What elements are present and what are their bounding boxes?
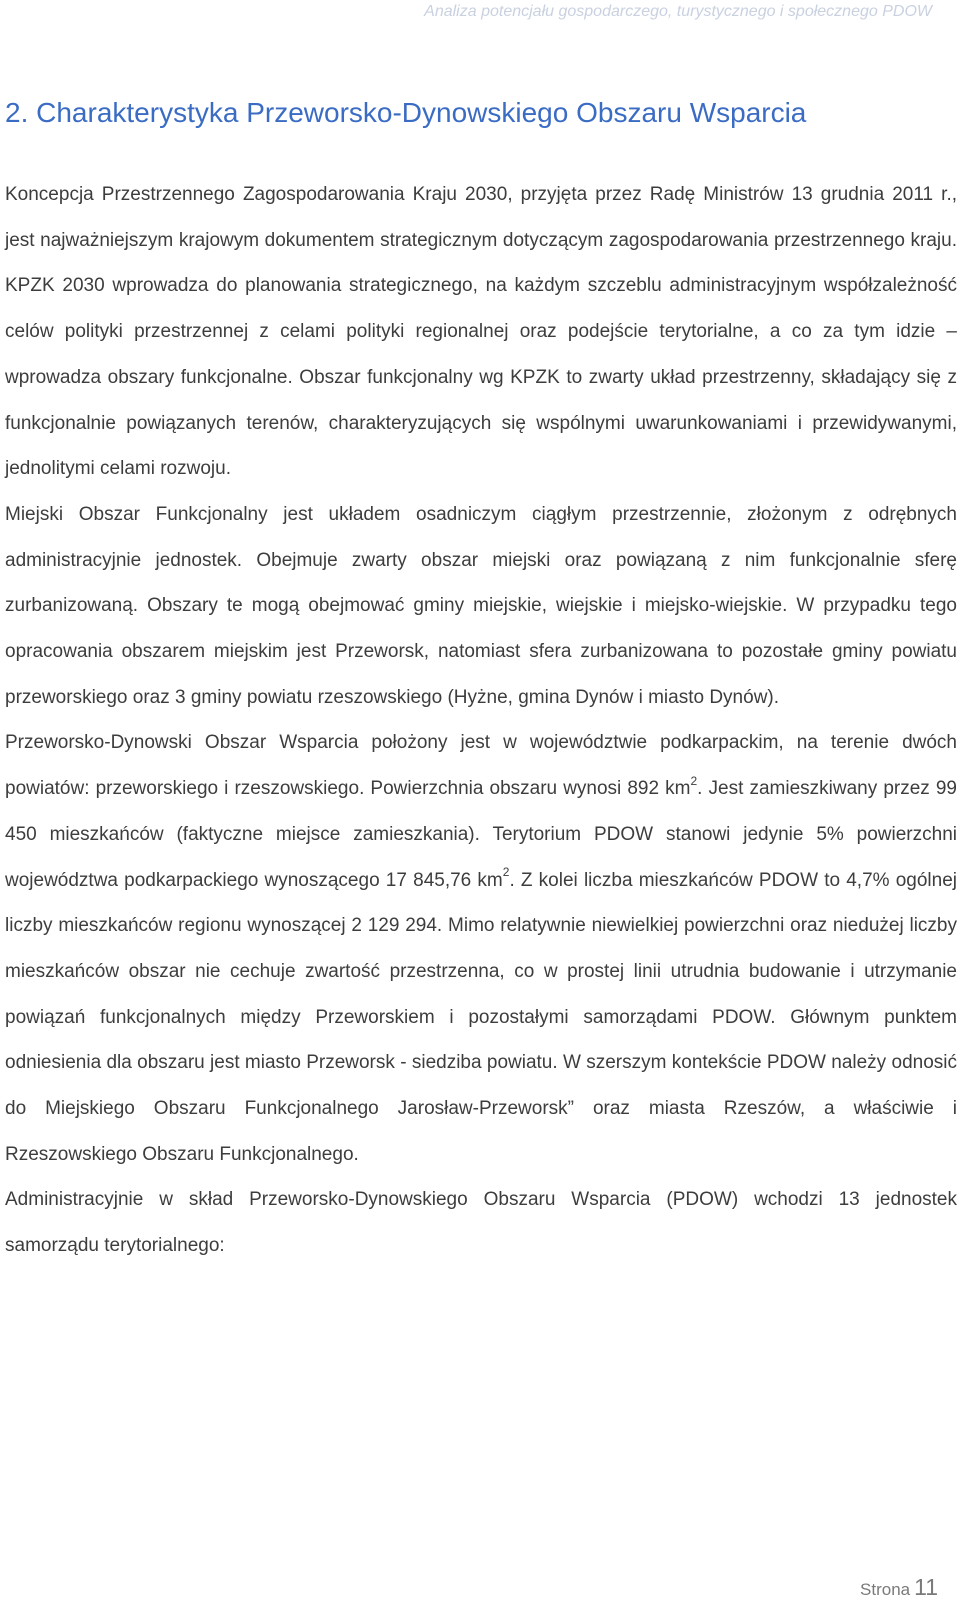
paragraph-mof: Miejski Obszar Funkcjonalny jest układem osadniczym ciągłym przestrzennie, złożonym z odrębnych administracyjnie jednostek. Obejmuje zwarty obszar miejski oraz powiązaną z nim funkcjonalnie sferę zurbanizowaną. Obszary te mogą obejmować gminy miejskie, wiejskie i miejsko-wiejskie. W przypadku tego opracowania obszarem miejskim jest Przeworsk, natomiast sfera zurbanizowana to pozostałe gminy powiatu przeworskiego oraz 3 gminy powiatu rzeszowskiego (Hyżne, gmina Dynów i miasto Dynów). bbox=[5, 503, 957, 708]
paragraph-administration: Administracyjnie w skład Przeworsko-Dynowskiego Obszaru Wsparcia (PDOW) wchodzi 13 jednostek samorządu terytorialnego: bbox=[5, 1189, 957, 1257]
superscript: 2 bbox=[502, 865, 510, 880]
page-footer bbox=[860, 1574, 938, 1601]
page-label: Strona bbox=[860, 1580, 911, 1599]
paragraph-text-segment: . Jest zamieszkiwany przez 99 450 mieszkańców (faktyczne miejsce zamieszkania). Terytorium PDOW stanowi jedynie 5% powierzchni województwa podkarpackiego wynoszącego 17 845,76 km bbox=[5, 778, 957, 891]
paragraph-kpzk: Koncepcja Przestrzennego Zagospodarowania Kraju 2030, przyjęta przez Radę Ministrów 13 grudnia 2011 r., jest najważniejszym krajowym dokumentem strategicznym dotyczącym zagospodarowania przestrzennego kraju. KPZK 2030 wprowadza do planowania strategicznego, na każdym szczeblu administracyjnym współzależność celów polityki przestrzennej z celami polityki regionalnej oraz podejście terytorialne, a co za tym idzie – wprowadza obszary funkcjonalne. Obszar funkcjonalny wg KPZK to zwarty układ przestrzenny, składający się z funkcjonalnie powiązanych terenów, charakteryzujących się wspólnymi uwarunkowaniami i przewidywanymi, jednolitymi celami rozwoju. bbox=[5, 184, 957, 480]
paragraph-text-segment: . Z kolei liczba mieszkańców PDOW to 4,7% ogólnej liczby mieszkańców regionu wynoszącej 2 129 294. Mimo relatywnie niewielkiej powierzchni oraz niedużej liczby mieszkańców obszar nie cechuje zwartość przestrzenna, co w prostej linii utrudnia budowanie i utrzymanie powiązań funkcjonalnych między Przeworskiem i pozostałymi samorządami PDOW. Głównym punktem odniesienia dla obszaru jest miasto Przeworsk - siedziba powiatu. W szerszym kontekście PDOW należy odnosić do Miejskiego Obszaru Funkcjonalnego Jarosław-Przeworsk” oraz miasta Rzeszów, a właściwie i Rzeszowskiego Obszaru Funkcjonalnego. bbox=[5, 869, 957, 1165]
running-header: Analiza potencjału gospodarczego, turystycznego i społecznego PDOW bbox=[424, 3, 932, 20]
superscript: 2 bbox=[690, 773, 698, 788]
page-number: 11 bbox=[914, 1574, 938, 1600]
paragraph-text-segment: Przeworsko-Dynowski Obszar Wsparcia położony jest w województwie podkarpackim, na terenie dwóch powiatów: przeworskiego i rzeszowskiego. Powierzchnia obszaru wynosi 892 km bbox=[5, 732, 957, 800]
paragraph-pdow-location bbox=[5, 720, 957, 1177]
section-title: 2. Charakterystyka Przeworsko-Dynowskiego Obszaru Wsparcia bbox=[5, 97, 807, 128]
body-text bbox=[5, 172, 957, 1269]
